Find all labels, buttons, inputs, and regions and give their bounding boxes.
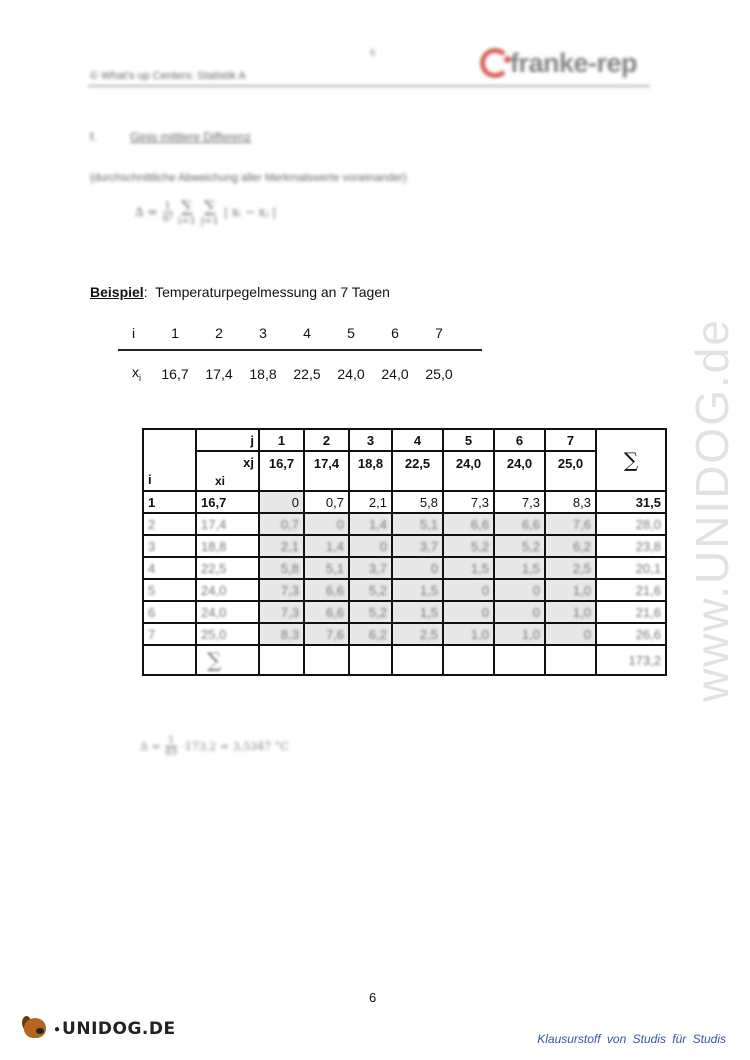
diff-cell: 0: [532, 604, 540, 620]
row-value: 18,8: [201, 538, 227, 554]
xi-label: xi: [215, 474, 226, 488]
row-value: 25,0: [201, 626, 227, 642]
sum-i-lower: i=1: [178, 215, 196, 227]
diff-cell: 5,2: [470, 538, 489, 554]
diff-cell: 5,2: [368, 582, 387, 598]
diff-cell: 2,5: [572, 560, 591, 576]
diff-cell: 0: [336, 516, 344, 532]
diff-cell: 8,3: [545, 491, 596, 513]
mini-index: 3: [259, 325, 267, 341]
diff-cell: 1,0: [572, 604, 591, 620]
row-index: 1: [143, 491, 196, 513]
diff-cell: 1,5: [521, 560, 540, 576]
row-sum: 20,1: [635, 560, 661, 576]
diff-cell: 5,8: [280, 560, 299, 576]
mini-head-label: i: [132, 325, 136, 341]
diff-cell: 0,7: [304, 491, 349, 513]
col-value: 17,4: [304, 451, 349, 491]
col-value: 24,0: [443, 451, 494, 491]
table-row: [143, 491, 666, 513]
diff-cell: 5,8: [392, 491, 443, 513]
result-lhs: Δ =: [140, 740, 161, 753]
col-value: 22,5: [392, 451, 443, 491]
diff-cell: 0: [481, 604, 489, 620]
mini-value: 17,4: [205, 365, 233, 382]
table-total-row: [143, 645, 666, 675]
grand-total: 173,2: [628, 652, 661, 668]
example-label: Beispiel: [90, 284, 144, 300]
col-index: 5: [443, 429, 494, 451]
result-frac-den: 49: [164, 747, 178, 758]
diff-cell: 5,2: [368, 604, 387, 620]
mini-index: 2: [215, 325, 223, 341]
diff-cell: 7,3: [443, 491, 494, 513]
diff-cell: 6,6: [470, 516, 489, 532]
diff-cell: 5,1: [419, 516, 438, 532]
section-number: f.: [90, 130, 97, 144]
col-value: 25,0: [545, 451, 596, 491]
col-index: 3: [349, 429, 392, 451]
page-number: 6: [369, 990, 377, 1005]
diff-cell: 6,2: [572, 538, 591, 554]
col-value: 24,0: [494, 451, 545, 491]
row-sum: 28,0: [635, 516, 661, 532]
mini-divider: [118, 349, 482, 351]
mini-value-row: [118, 363, 482, 385]
mini-table: [118, 322, 482, 385]
row-value: 17,4: [201, 516, 227, 532]
mini-row-label-x: x: [132, 364, 139, 381]
xj-xi-corner: [196, 451, 259, 491]
diff-cell: 1,0: [470, 626, 489, 642]
row-index: 7: [148, 626, 156, 642]
row-sum: 23,8: [635, 538, 661, 554]
row-sum: 31,5: [596, 491, 666, 513]
diff-cell: 2,5: [419, 626, 438, 642]
mini-value: 22,5: [293, 365, 321, 382]
row-value: 24,0: [201, 604, 227, 620]
diff-cell: 6,6: [521, 516, 540, 532]
formula-frac-num: 1: [164, 200, 171, 212]
row-value: 24,0: [201, 582, 227, 598]
diff-cell: 1,5: [419, 604, 438, 620]
example-text: Temperaturpegelmessung an 7 Tagen: [155, 284, 390, 300]
mini-index: 5: [347, 325, 355, 341]
sum-j: [201, 198, 219, 227]
row-value: 22,5: [201, 560, 227, 576]
i-label: i: [143, 429, 196, 491]
row-index: 5: [148, 582, 156, 598]
mini-value: 16,7: [161, 365, 189, 382]
diff-cell: 1,4: [368, 516, 387, 532]
top-page-mark: 6: [370, 48, 376, 59]
diff-cell: 0: [379, 538, 387, 554]
col-index: 2: [304, 429, 349, 451]
diff-cell: 2,1: [349, 491, 392, 513]
diff-cell: 5,1: [325, 560, 344, 576]
row-sum: 21,6: [635, 604, 661, 620]
diff-cell: 6,6: [325, 582, 344, 598]
unidog-logo: [22, 1014, 176, 1044]
mini-index-row: [118, 322, 482, 344]
col-index: 7: [545, 429, 596, 451]
mini-index: 6: [391, 325, 399, 341]
table-header-row-j: [143, 429, 666, 451]
result-fraction: [165, 735, 178, 758]
example-colon: :: [143, 284, 148, 300]
watermark-text: www.UNIDOG.de: [686, 318, 738, 702]
section-title-text: Ginis mittlere Differenz: [130, 130, 252, 144]
diff-cell: 0: [583, 626, 591, 642]
sum-column-header: [596, 429, 666, 491]
mini-row-label: [118, 364, 153, 383]
sigma-icon: ∑: [207, 648, 222, 672]
row-sum: 26,6: [635, 626, 661, 642]
mini-value: 25,0: [425, 365, 453, 382]
row-sum: 21,6: [635, 582, 661, 598]
diff-cell: 7,6: [572, 516, 591, 532]
row-index: 4: [148, 560, 156, 576]
diff-cell: 0: [481, 582, 489, 598]
diff-cell: 1,5: [470, 560, 489, 576]
diff-cell: 0: [259, 491, 304, 513]
mini-index: 4: [303, 325, 311, 341]
row-index: 6: [148, 604, 156, 620]
diff-cell: 8,3: [280, 626, 299, 642]
col-index: 1: [259, 429, 304, 451]
sigma-icon: ∑: [623, 448, 639, 472]
diff-cell: 1,0: [572, 582, 591, 598]
sigma-icon: ∑: [204, 197, 216, 216]
mini-row-label-sub: i: [139, 372, 141, 383]
col-index: 6: [494, 429, 545, 451]
formula-lhs: Δ =: [135, 205, 158, 220]
header-copyright: © What's up Centers: Statistik A: [90, 70, 246, 82]
col-index: 4: [392, 429, 443, 451]
dog-icon: [22, 1014, 52, 1044]
diff-cell: 3,7: [419, 538, 438, 554]
table-row: [143, 601, 666, 623]
table-row: [143, 513, 666, 535]
diff-cell: 7,3: [494, 491, 545, 513]
result-rhs: ·173,2 = 3,5347 °C: [181, 740, 289, 753]
diff-cell: 3,7: [368, 560, 387, 576]
diff-cell: 2,1: [280, 538, 299, 554]
diff-cell: 1,5: [419, 582, 438, 598]
diff-cell: 7,6: [325, 626, 344, 642]
table-row: [143, 579, 666, 601]
mini-value: 18,8: [249, 365, 277, 382]
logo-text: franke-rep: [510, 48, 638, 78]
row-index: 2: [148, 516, 156, 532]
gini-formula: [135, 198, 276, 227]
formula-term: | xᵢ − xⱼ |: [223, 205, 277, 220]
mini-index: 1: [171, 325, 179, 341]
diff-cell: 0,7: [280, 516, 299, 532]
diff-cell: 7,3: [280, 604, 299, 620]
table-row: [143, 535, 666, 557]
mini-index: 7: [435, 325, 443, 341]
j-label: j: [196, 429, 259, 451]
sum-i: [178, 198, 196, 227]
row-index: 3: [148, 538, 156, 554]
mini-value: 24,0: [337, 365, 365, 382]
diff-cell: 6,6: [325, 604, 344, 620]
diff-cell: 7,3: [280, 582, 299, 598]
sum-j-lower: j=1: [200, 215, 219, 227]
table-row: [143, 623, 666, 645]
paw-icon: ●: [54, 1023, 61, 1035]
xj-label: xj: [243, 455, 254, 470]
result-frac-num: 1: [167, 735, 175, 746]
diff-cell: 5,2: [521, 538, 540, 554]
col-value: 18,8: [349, 451, 392, 491]
diff-cell: 0: [532, 582, 540, 598]
table-row: [143, 557, 666, 579]
section-title: [90, 130, 251, 144]
sigma-icon: ∑: [181, 197, 193, 216]
formula-fraction: [163, 201, 173, 224]
row-value: 16,7: [196, 491, 259, 513]
diff-cell: 0: [430, 560, 438, 576]
formula-frac-den: n²: [162, 212, 173, 224]
diff-cell: 6,2: [368, 626, 387, 642]
section-description: (durchschnittliche Abweichung aller Merkmalswerte voneinander): [90, 172, 407, 184]
col-value: 16,7: [259, 451, 304, 491]
diff-cell: 1,0: [521, 626, 540, 642]
example-heading: [90, 284, 390, 300]
watermark: [682, 280, 742, 740]
table-header-row-x: [143, 451, 666, 491]
result-formula: [140, 735, 289, 758]
franke-rep-logo: [480, 46, 660, 86]
mini-value: 24,0: [381, 365, 409, 382]
diff-cell: 1,4: [325, 538, 344, 554]
unidog-logo-text: UNIDOG.DE: [62, 1019, 176, 1039]
footer-tagline: Klausurstoff von Studis für Studis: [537, 1032, 726, 1046]
difference-table: [142, 428, 667, 676]
logo-c-icon: [480, 48, 510, 78]
